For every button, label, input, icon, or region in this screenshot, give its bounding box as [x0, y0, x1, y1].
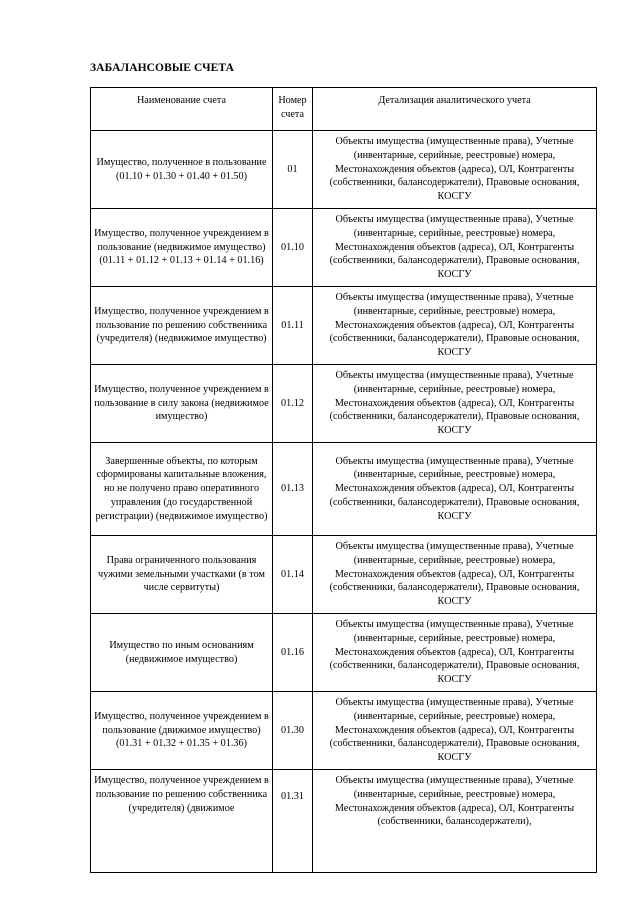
table-row — [91, 536, 597, 614]
account-name-cell: Имущество по иным основаниям (недвижимое имущество) — [91, 614, 273, 692]
table-row — [91, 443, 597, 536]
header-account-number: Номер счета — [273, 88, 313, 131]
analytics-detail-cell: Объекты имущества (имущественные права), Учетные (инвентарные, серийные, реестровые) номера, Местонахождения объектов (адреса), ОЛ, Контрагенты (собственники, балансодержатели), Правовые основания, КОСГУ — [313, 614, 597, 692]
analytics-detail-cell: Объекты имущества (имущественные права), Учетные (инвентарные, серийные, реестровые) номера, Местонахождения объектов (адреса), ОЛ, Контрагенты (собственники, балансодержатели), Правовые основания, КОСГУ — [313, 209, 597, 287]
account-name-cell: Имущество, полученное учреждением в пользование в силу закона (недвижимое имущество) — [91, 365, 273, 443]
table-header-row — [91, 88, 597, 131]
table-row — [91, 131, 597, 209]
account-number-cell: 01.31 — [273, 770, 313, 873]
account-number-cell: 01.13 — [273, 443, 313, 536]
account-name-cell: Завершенные объекты, по которым сформированы капитальные вложения, но не получено право оперативного управления (до государственной регистрации) (недвижимое имущество) — [91, 443, 273, 536]
account-name-cell: Имущество, полученное учреждением в пользование по решению собственника (учредителя) (движимое — [91, 770, 273, 873]
account-number-cell: 01.14 — [273, 536, 313, 614]
header-analytics-detail: Детализация аналитического учета — [313, 88, 597, 131]
off-balance-accounts-table — [90, 87, 597, 873]
table-row — [91, 614, 597, 692]
account-number-cell: 01.12 — [273, 365, 313, 443]
account-name-cell: Имущество, полученное учреждением в пользование (недвижимое имущество) (01.11 + 01.12 + 01.13 + 01.14 + 01.16) — [91, 209, 273, 287]
account-name-cell: Имущество, полученное учреждением в пользование по решению собственника (учредителя) (недвижимое имущество) — [91, 287, 273, 365]
analytics-detail-cell: Объекты имущества (имущественные права), Учетные (инвентарные, серийные, реестровые) номера, Местонахождения объектов (адреса), ОЛ, Контрагенты (собственники, балансодержатели), Правовые основания, КОСГУ — [313, 536, 597, 614]
account-number-cell: 01.16 — [273, 614, 313, 692]
table-row — [91, 365, 597, 443]
account-name-cell: Имущество, полученное в пользование (01.10 + 01.30 + 01.40 + 01.50) — [91, 131, 273, 209]
analytics-detail-cell: Объекты имущества (имущественные права), Учетные (инвентарные, серийные, реестровые) номера, Местонахождения объектов (адреса), ОЛ, Контрагенты (собственники, балансодержатели), Правовые основания, КОСГУ — [313, 692, 597, 770]
header-account-name: Наименование счета — [91, 88, 273, 131]
account-number-cell: 01 — [273, 131, 313, 209]
account-number-cell: 01.11 — [273, 287, 313, 365]
table-row — [91, 209, 597, 287]
account-name-cell: Имущество, полученное учреждением в пользование (движимое имущество) (01.31 + 01.32 + 01.35 + 01.36) — [91, 692, 273, 770]
analytics-detail-cell: Объекты имущества (имущественные права), Учетные (инвентарные, серийные, реестровые) номера, Местонахождения объектов (адреса), ОЛ, Контрагенты (собственники, балансодержатели), Правовые основания, КОСГУ — [313, 131, 597, 209]
account-number-cell: 01.30 — [273, 692, 313, 770]
table-row — [91, 692, 597, 770]
account-name-cell: Права ограниченного пользования чужими земельными участками (в том числе сервитуты) — [91, 536, 273, 614]
analytics-detail-cell: Объекты имущества (имущественные права), Учетные (инвентарные, серийные, реестровые) номера, Местонахождения объектов (адреса), ОЛ, Контрагенты (собственники, балансодержатели), — [313, 770, 597, 873]
page-title: ЗАБАЛАНСОВЫЕ СЧЕТА — [90, 62, 235, 74]
analytics-detail-cell: Объекты имущества (имущественные права), Учетные (инвентарные, серийные, реестровые) номера, Местонахождения объектов (адреса), ОЛ, Контрагенты (собственники, балансодержатели), Правовые основания, КОСГУ — [313, 287, 597, 365]
account-number-cell: 01.10 — [273, 209, 313, 287]
analytics-detail-cell: Объекты имущества (имущественные права), Учетные (инвентарные, серийные, реестровые) номера, Местонахождения объектов (адреса), ОЛ, Контрагенты (собственники, балансодержатели), Правовые основания, КОСГУ — [313, 365, 597, 443]
analytics-detail-cell: Объекты имущества (имущественные права), Учетные (инвентарные, серийные, реестровые) номера, Местонахождения объектов (адреса), ОЛ, Контрагенты (собственники, балансодержатели), Правовые основания, КОСГУ — [313, 443, 597, 536]
table-row — [91, 287, 597, 365]
table-row — [91, 770, 597, 873]
